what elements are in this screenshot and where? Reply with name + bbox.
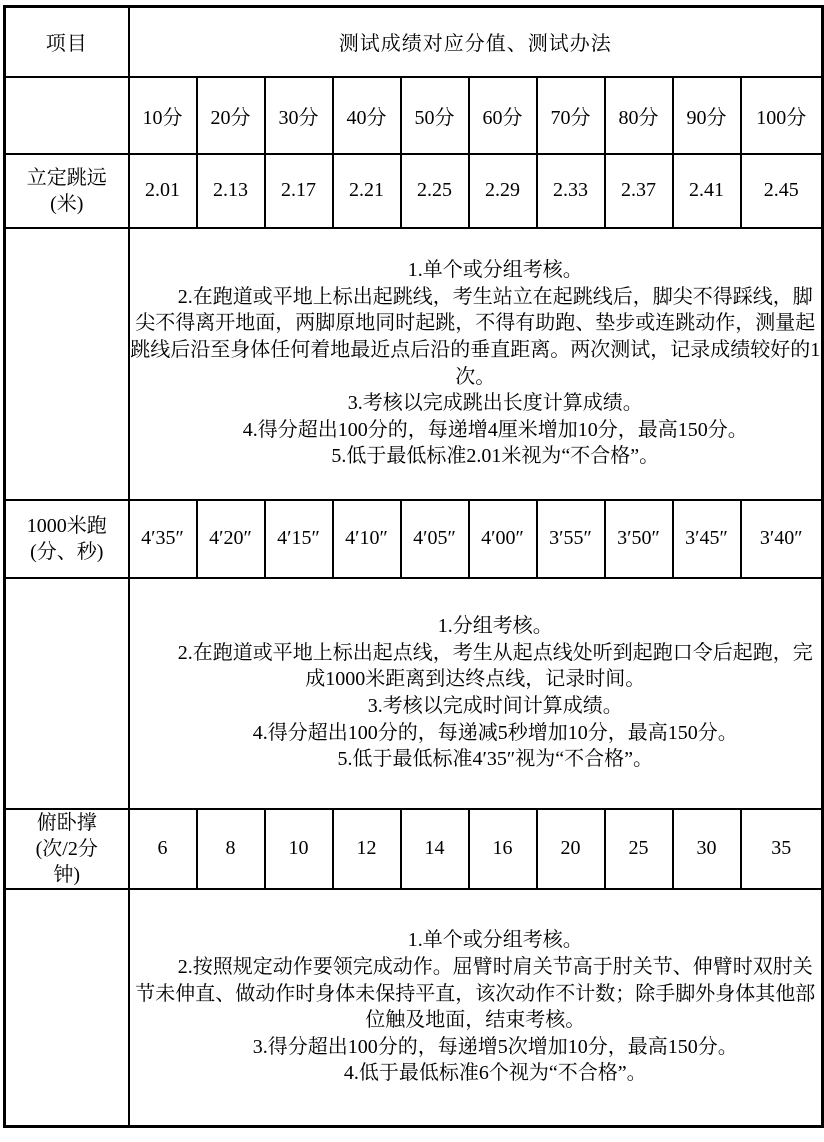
score-cell: 4′15″ <box>265 500 333 578</box>
score-header-70: 70分 <box>537 77 605 154</box>
score-cell: 2.01 <box>129 154 197 228</box>
score-cell: 2.37 <box>605 154 673 228</box>
score-cell: 14 <box>401 809 469 889</box>
score-header-100: 100分 <box>741 77 823 154</box>
notes-paragraph: 2.在跑道或平地上标出起点线，考生从起点线处听到起跑口令后起跑，完成1000米距离到达终点线，记录时间。 <box>177 641 813 691</box>
score-cell: 2.29 <box>469 154 537 228</box>
notes-paragraph: 3.考核以完成时间计算成绩。 <box>367 695 623 717</box>
notes-paragraph: 3.考核以完成跳出长度计算成绩。 <box>347 392 643 415</box>
score-cell: 4′00″ <box>469 500 537 578</box>
notes-paragraph: 5.低于最低标准2.01米视为“不合格”。 <box>331 445 660 468</box>
notes-cell-1000m-run <box>129 578 823 809</box>
notes-paragraph: 1.分组考核。 <box>437 615 553 638</box>
score-cell: 4′20″ <box>197 500 265 578</box>
event-name-long-jump <box>5 154 129 228</box>
score-cell: 3′45″ <box>673 500 741 578</box>
notes-paragraph: 1.单个或分组考核。 <box>407 929 583 952</box>
score-cell: 12 <box>333 809 401 889</box>
event-name-line: (米) <box>50 192 84 215</box>
score-cell: 2.33 <box>537 154 605 228</box>
score-cell: 3′40″ <box>741 500 823 578</box>
score-header-30: 30分 <box>265 77 333 154</box>
score-header-10: 10分 <box>129 77 197 154</box>
score-cell: 2.41 <box>673 154 741 228</box>
event-name-line: 俯卧撑 <box>36 811 97 834</box>
notes-row-1000m-run <box>5 578 823 809</box>
score-cell: 2.21 <box>333 154 401 228</box>
notes-paragraph: 4.得分超出100分的，每递增4厘米增加10分，最高150分。 <box>242 418 748 441</box>
event-name-pushups <box>5 809 129 889</box>
header-item-cell: 项目 <box>5 7 129 77</box>
empty-corner-cell <box>5 77 129 154</box>
event-name-line: 1000米跑 <box>26 514 107 537</box>
score-header-40: 40分 <box>333 77 401 154</box>
score-cell: 35 <box>741 809 823 889</box>
score-cell: 8 <box>197 809 265 889</box>
event-name-line: 钟) <box>53 863 81 886</box>
notes-paragraph: 5.低于最低标准4′35″视为“不合格”。 <box>337 748 653 771</box>
score-cell: 6 <box>129 809 197 889</box>
score-cell: 10 <box>265 809 333 889</box>
event-row-1000m-run <box>5 500 823 578</box>
notes-paragraph: 4.得分超出100分的，每递减5秒增加10分，最高150分。 <box>252 721 738 744</box>
score-cell: 3′50″ <box>605 500 673 578</box>
event-name-line: 立定跳远 <box>26 166 107 189</box>
score-cell: 2.45 <box>741 154 823 228</box>
score-cell: 4′35″ <box>129 500 197 578</box>
score-cell: 20 <box>537 809 605 889</box>
notes-row-pushups <box>5 889 823 1127</box>
event-row-long-jump <box>5 154 823 228</box>
score-header-90: 90分 <box>673 77 741 154</box>
header-methods-cell: 测试成绩对应分值、测试办法 <box>129 7 823 77</box>
event-name-1000m-run <box>5 500 129 578</box>
score-cell: 2.13 <box>197 154 265 228</box>
event-name-line: (分、秒) <box>30 540 104 563</box>
score-cell: 2.17 <box>265 154 333 228</box>
notes-paragraph: 3.得分超出100分的，每递增5次增加10分，最高150分。 <box>252 1035 738 1058</box>
score-cell: 2.25 <box>401 154 469 228</box>
notes-paragraph: 2.按照规定动作要领完成动作。屈臂时肩关节高于肘关节、伸臂时双肘关节未伸直、做动作时身体未保持平直，该次动作不计数；除手脚外身体其他部位触及地面，结束考核。 <box>135 956 816 1032</box>
score-header-60: 60分 <box>469 77 537 154</box>
score-cell: 4′05″ <box>401 500 469 578</box>
notes-paragraph: 2.在跑道或平地上标出起跳线，考生站立在起跳线后，脚尖不得踩线，脚尖不得离开地面，两脚原地同时起跳，不得有助跑、垫步或连跳动作，测量起跳线后沿至身体任何着地最近点后沿的垂直距离。两次测试，记录成绩较好的1次。 <box>130 285 821 388</box>
empty-cell <box>5 578 129 809</box>
header-row <box>5 7 823 77</box>
notes-row-long-jump <box>5 228 823 500</box>
score-cell: 30 <box>673 809 741 889</box>
score-cell: 16 <box>469 809 537 889</box>
fitness-test-score-table <box>3 5 824 1128</box>
notes-cell-long-jump <box>129 228 823 500</box>
score-cell: 3′55″ <box>537 500 605 578</box>
empty-cell <box>5 889 129 1127</box>
event-row-pushups <box>5 809 823 889</box>
score-cell: 4′10″ <box>333 500 401 578</box>
score-header-row <box>5 77 823 154</box>
notes-paragraph: 1.单个或分组考核。 <box>407 259 583 282</box>
event-name-line: (次/2分 <box>35 837 98 860</box>
empty-cell <box>5 228 129 500</box>
score-header-50: 50分 <box>401 77 469 154</box>
notes-cell-pushups <box>129 889 823 1127</box>
score-cell: 25 <box>605 809 673 889</box>
score-header-20: 20分 <box>197 77 265 154</box>
score-header-80: 80分 <box>605 77 673 154</box>
notes-paragraph: 4.低于最低标准6个视为“不合格”。 <box>343 1062 647 1085</box>
